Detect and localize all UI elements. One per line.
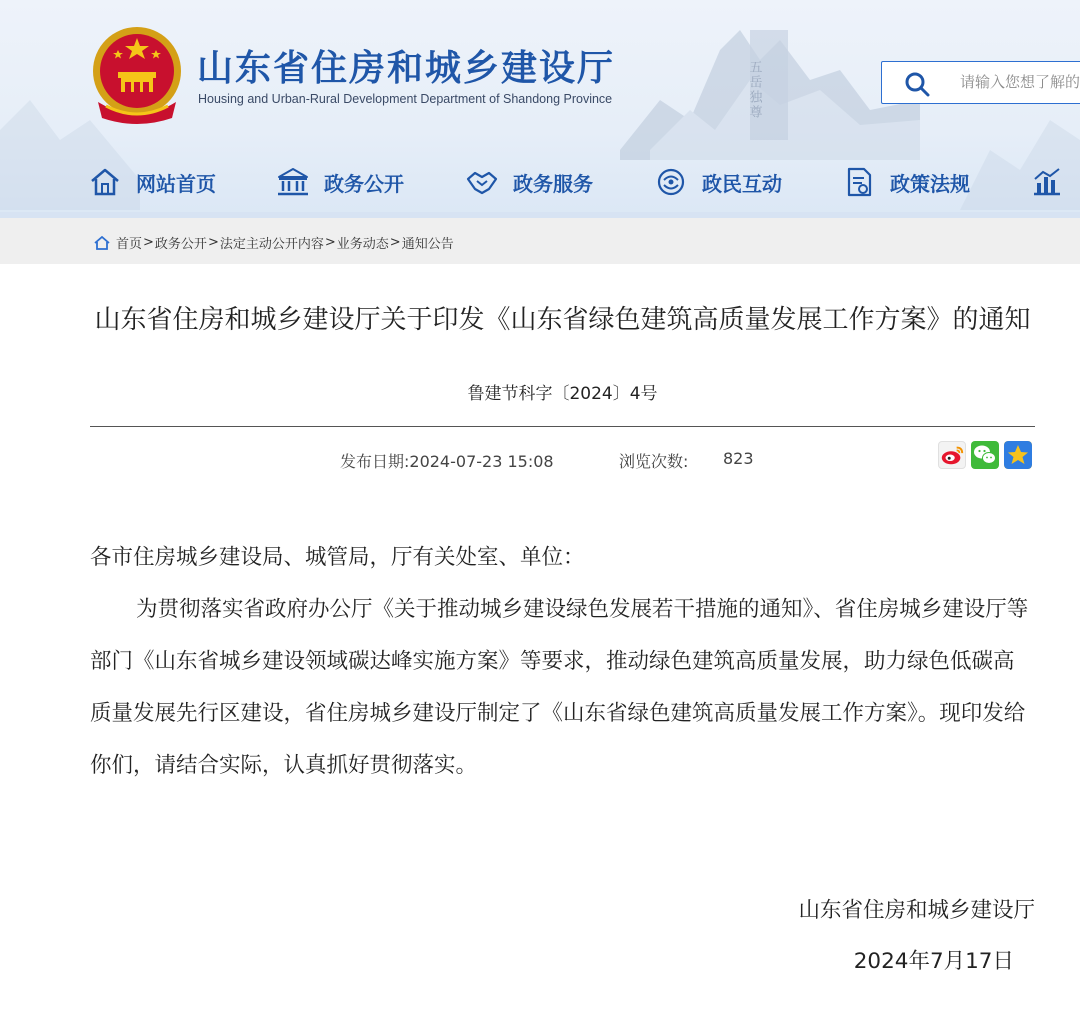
breadcrumb-business-news[interactable]: 业务动态 xyxy=(336,237,389,252)
breadcrumb xyxy=(94,233,454,252)
main-nav xyxy=(0,150,1080,214)
wechat-icon[interactable] xyxy=(971,441,999,469)
weibo-icon[interactable] xyxy=(938,441,966,469)
body-paragraph: 为贯彻落实省政府办公厅《关于推动城乡建设绿色发展若干措施的通知》、省住房城乡建设厅等部门《山东省城乡建设领域碳达峰实施方案》等要求，推动绿色建筑高质量发展，助力绿色低碳高质量发展先行区建设，省住房城乡建设厅制定了《山东省绿色建筑高质量发展工作方案》。现印发给你们，请结合实际，认真抓好贯彻落实。 xyxy=(90,597,1029,778)
signature-date: 2024年7月17日 xyxy=(853,949,1014,974)
national-emblem-icon xyxy=(88,22,186,126)
breadcrumb-home[interactable]: 首页 xyxy=(116,237,143,252)
views-count: 823 xyxy=(723,449,754,468)
breadcrumb-government-affairs[interactable]: 政务公开 xyxy=(154,237,207,252)
handshake-icon xyxy=(465,165,499,199)
nav-item-policies[interactable] xyxy=(842,160,970,204)
statistics-icon xyxy=(1030,165,1064,199)
nav-item-home[interactable] xyxy=(88,160,216,204)
breadcrumb-separator: > xyxy=(143,235,154,250)
nav-item-services[interactable] xyxy=(465,160,593,204)
document-number: 鲁建节科字〔2024〕4号 xyxy=(467,384,658,404)
site-header xyxy=(0,0,1080,218)
home-icon xyxy=(88,165,122,199)
landscape-calligraphy: 五岳独尊 xyxy=(746,60,762,120)
document-icon xyxy=(842,165,876,199)
breadcrumb-separator: > xyxy=(389,235,401,250)
breadcrumb-notices[interactable]: 通知公告 xyxy=(401,237,454,252)
search-icon[interactable] xyxy=(904,71,930,97)
nav-label-government-affairs: 政务公开 xyxy=(324,171,404,196)
article-title: 山东省住房和城乡建设厅关于印发《山东省绿色建筑高质量发展工作方案》的通知 xyxy=(94,305,1031,335)
breadcrumb-separator: > xyxy=(324,235,336,250)
salutation: 各市住房城乡建设局、城管局，厅有关处室、单位： xyxy=(90,545,585,570)
nav-label-home: 网站首页 xyxy=(136,171,216,196)
government-building-icon xyxy=(276,165,310,199)
nav-item-statistics[interactable] xyxy=(1030,160,1078,204)
nav-item-government-affairs[interactable] xyxy=(276,160,404,204)
nav-item-interaction[interactable] xyxy=(654,160,782,204)
home-icon xyxy=(94,236,110,250)
qzone-icon[interactable] xyxy=(1004,441,1032,469)
site-title: 山东省住房和城乡建设厅 xyxy=(197,48,616,89)
interaction-icon xyxy=(654,165,688,199)
title-divider xyxy=(90,426,1035,427)
breadcrumb-statutory-disclosure[interactable]: 法定主动公开内容 xyxy=(219,237,324,252)
nav-label-policies: 政策法规 xyxy=(890,171,970,196)
breadcrumb-separator: > xyxy=(207,235,219,250)
views-label: 浏览次数: xyxy=(619,452,689,471)
search-input[interactable] xyxy=(960,62,1080,102)
site-subtitle: Housing and Urban-Rural Development Department of Shandong Province xyxy=(198,92,613,106)
nav-label-interaction: 政民互动 xyxy=(702,171,782,196)
breadcrumb-bar xyxy=(0,218,1080,264)
landscape-decoration xyxy=(620,10,920,160)
search-box[interactable] xyxy=(881,61,1080,104)
publish-date: 发布日期:2024-07-23 15:08 xyxy=(340,452,554,471)
nav-label-services: 政务服务 xyxy=(513,171,593,196)
signature-organization: 山东省住房和城乡建设厅 xyxy=(798,898,1035,923)
